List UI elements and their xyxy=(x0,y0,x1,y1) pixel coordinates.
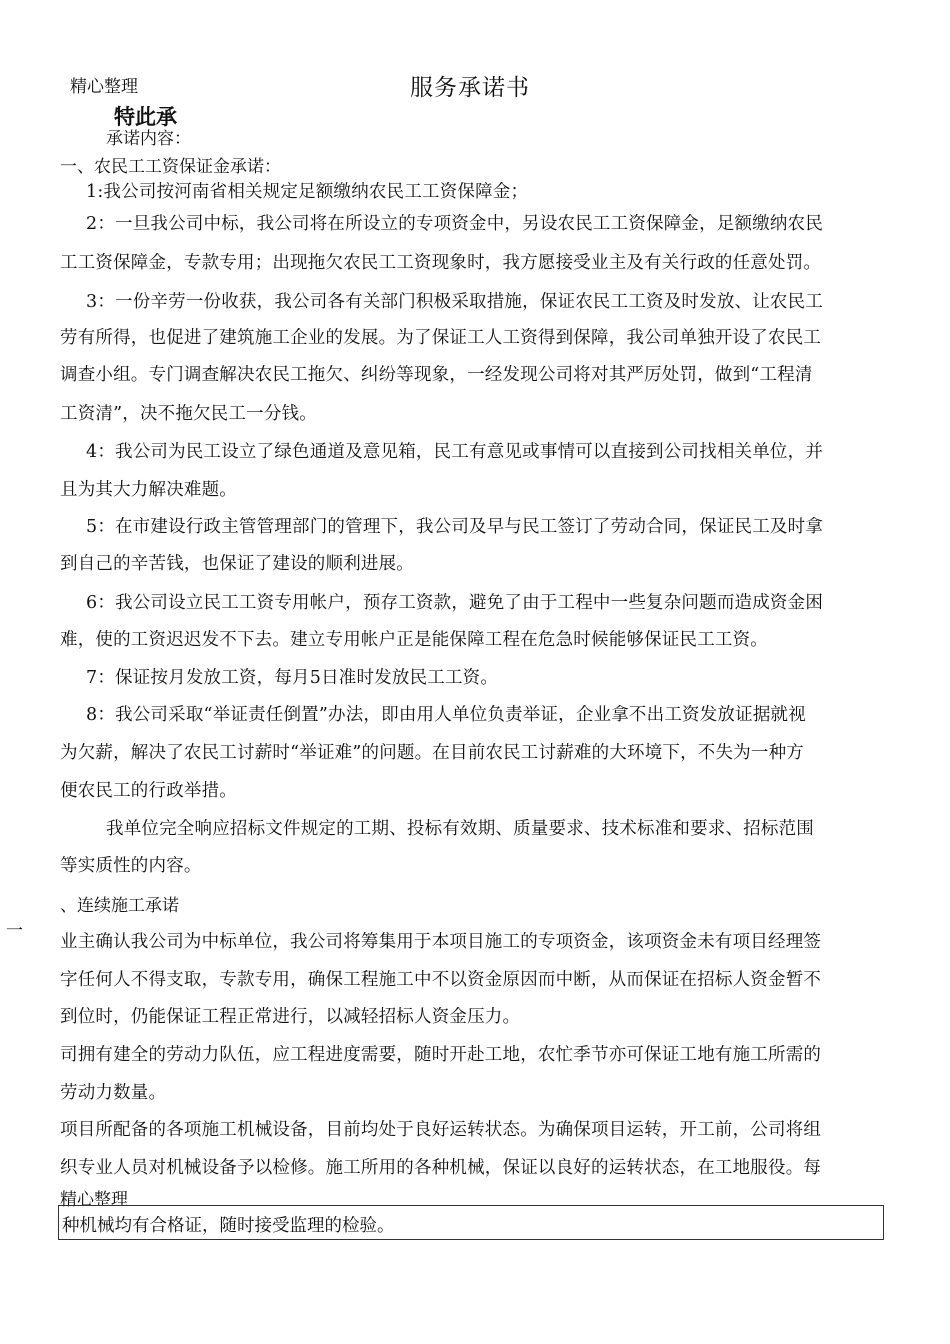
body-line: 司拥有建全的劳动力队伍，应工程进度需要，随时开赴工地，农忙季节亦可保证工地有施工所需的 xyxy=(60,1045,822,1065)
margin-mark: 一 xyxy=(6,921,23,941)
body-line: 且为其大力解决难题。 xyxy=(60,480,237,500)
body-line: 6：我公司设立民工工资专用帐户，预存工资款，避免了由于工程中一些复杂问题而造成资金困 xyxy=(86,593,824,613)
body-line: 便农民工的行政举措。 xyxy=(60,781,237,801)
body-line: 到位时，仍能保证工程正常进行，以减轻招标人资金压力。 xyxy=(60,1007,521,1027)
body-line: 1:我公司按河南省相关规定足额缴纳农民工工资保障金； xyxy=(86,182,529,202)
commit-label: 承诺内容： xyxy=(106,129,191,149)
body-line: 难，使的工资迟迟发不下去。建立专用帐户正是能保障工程在危急时候能够保证民工工资。 xyxy=(60,630,768,650)
body-line: 到自己的辛苦钱，也保证了建设的顺利进展。 xyxy=(60,554,414,574)
body-line: 8：我公司采取“举证责任倒置”办法，即由用人单位负责举证，企业拿不出工资发放证据就视 xyxy=(86,705,806,725)
body-line: 等实质性的内容。 xyxy=(60,856,202,876)
body-line: 2：一旦我公司中标，我公司将在所设立的专项资金中，另设农民工工资保障金，足额缴纳农民 xyxy=(86,214,824,234)
body-line: 3：一份辛劳一份收获，我公司各有关部门积极采取措施，保证农民工工资及时发放、让农民工 xyxy=(86,292,824,312)
body-line: 5：在市建设行政主管管理部门的管理下，我公司及早与民工签订了劳动合同，保证民工及时拿 xyxy=(86,517,824,537)
body-line: 我单位完全响应招标文件规定的工期、投标有效期、质量要求、技术标准和要求、招标范围 xyxy=(106,819,814,839)
body-line: 为欠薪，解决了农民工讨薪时“举证难”的问题。在目前农民工讨薪难的大环境下，不失为一种方 xyxy=(60,743,804,763)
footer-brand: 精心整理 xyxy=(60,1190,128,1210)
body-line: 劳有所得，也促进了建筑施工企业的发展。为了保证工人工资得到保障，我公司单独开设了农民工 xyxy=(60,328,822,348)
stamp-text: 特此承 xyxy=(114,105,177,129)
header-brand: 精心整理 xyxy=(70,77,138,97)
body-line: 4：我公司为民工设立了绿色通道及意见箱，民工有意见或事情可以直接到公司找相关单位，并 xyxy=(86,442,824,462)
page-title: 服务承诺书 xyxy=(410,75,530,101)
section1-heading: 一、农民工工资保证金承诺： xyxy=(60,157,281,177)
boxed-line-text: 种机械均有合格证，随时接受监理的检验。 xyxy=(62,1216,395,1236)
body-line: 调查小组。专门调查解决农民工拖欠、纠纷等现象，一经发现公司将对其严厉处罚，做到“工程清 xyxy=(60,365,813,385)
boxed-line xyxy=(58,1205,884,1240)
body-line: 工工资保障金，专款专用；出现拖欠农民工工资现象时，我方愿接受业主及有关行政的任意处罚。 xyxy=(60,253,822,273)
body-line: 7：保证按月发放工资，每月5日准时发放民工工资。 xyxy=(86,668,499,688)
body-line: 字任何人不得支取，专款专用，确保工程施工中不以资金原因而中断，从而保证在招标人资金暂不 xyxy=(60,970,822,990)
section2-heading: 、连续施工承诺 xyxy=(60,896,179,916)
body-line: 工资清”，决不拖欠民工一分钱。 xyxy=(60,404,317,424)
body-line: 业主确认我公司为中标单位，我公司将筹集用于本项目施工的专项资金，该项资金未有项目经理签 xyxy=(60,932,822,952)
body-line: 项目所配备的各项施工机械设备，目前均处于良好运转状态。为确保项目运转，开工前，公司将组 xyxy=(60,1120,822,1140)
body-line: 织专业人员对机械设备予以检修。施工所用的各种机械，保证以良好的运转状态，在工地服役。每 xyxy=(60,1158,822,1178)
body-line: 劳动力数量。 xyxy=(60,1083,167,1103)
